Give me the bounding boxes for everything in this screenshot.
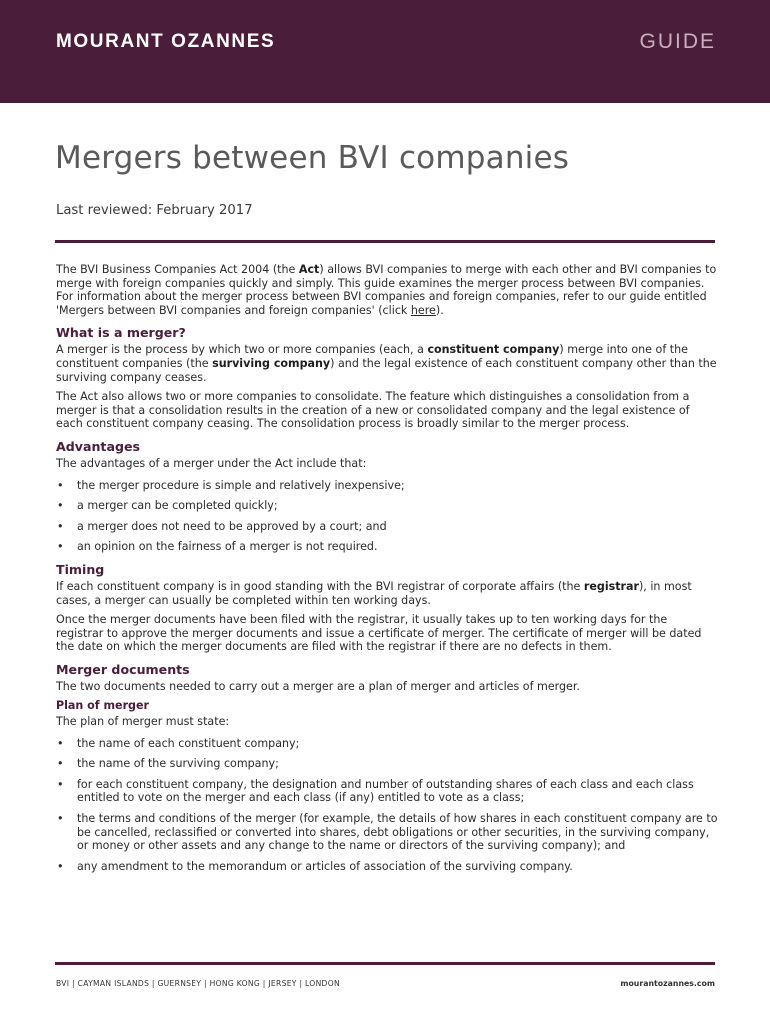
bullet-icon: • xyxy=(57,812,64,826)
advantages-lead: The advantages of a merger under the Act include that: xyxy=(56,456,367,470)
section-heading-timing: Timing xyxy=(56,561,105,577)
footer-website[interactable]: mourantozannes.com xyxy=(620,979,715,988)
subheading-plan-of-merger: Plan of merger xyxy=(56,699,149,713)
what-paragraph-1: A merger is the process by which two or more companies (each, a constituent company) merge into one of the constituent companies (the surviving company) and the legal existence of each constituent company other than the surviving company ceases. xyxy=(56,343,717,384)
what-paragraph-2: The Act also allows two or more companies to consolidate. The feature which distinguishes a consolidation from a merger is that a consolidation results in the creation of a new or consolidated company and the legal existence of each constituent company ceasing. The consolidation process is broadly similar to the merger process. xyxy=(56,390,690,431)
brand-logo: MOURANT OZANNES xyxy=(56,31,276,52)
intro-paragraph: The BVI Business Companies Act 2004 (the Act) allows BVI companies to merge with each other and BVI companies to merge with foreign companies quickly and simply. This guide examines the merger process between BVI companies. For information about the merger process between BVI companies and foreign companies, refer to our guide entitled 'Mergers between BVI companies and foreign companies' (click here). xyxy=(56,263,717,317)
timing-paragraph-2: Once the merger documents have been filed with the registrar, it usually takes up to ten working days for the registrar to approve the merger documents and issue a certificate of merger. The certificate of merger will be dated the date on which the merger documents are filed with the registrar if there are no defects in them. xyxy=(56,613,702,654)
bullet-icon: • xyxy=(57,859,64,873)
list-item: • a merger can be completed quickly; xyxy=(57,499,278,513)
bullet-icon: • xyxy=(57,777,64,791)
list-item: • the name of the surviving company; xyxy=(57,757,279,771)
list-item: • the terms and conditions of the merger (for example, the details of how shares in each constituent company are to be cancelled, reclassified or converted into shares, debt obligations or other securities, in the surviving company, or money or other assets and any change to the name or directors of the surviving company); and xyxy=(57,812,718,853)
page-title: Mergers between BVI companies xyxy=(55,140,570,176)
title-divider xyxy=(55,240,715,243)
section-heading-what: What is a merger? xyxy=(56,325,186,341)
list-item: • for each constituent company, the designation and number of outstanding shares of each class and each class entitled to vote on the merger and each class (if any) entitled to vote as a class; xyxy=(57,777,694,805)
documents-paragraph: The two documents needed to carry out a merger are a plan of merger and articles of merger. xyxy=(56,679,580,693)
section-heading-advantages: Advantages xyxy=(56,438,141,454)
list-item: • an opinion on the fairness of a merger is not required. xyxy=(57,540,378,554)
list-item: • the name of each constituent company; xyxy=(57,736,300,750)
timing-paragraph-1: If each constituent company is in good standing with the BVI registrar of corporate affairs (the registrar), in most cases, a merger can usually be completed within ten working days. xyxy=(56,579,692,607)
list-item: • a merger does not need to be approved by a court; and xyxy=(57,519,387,533)
plan-lead: The plan of merger must state: xyxy=(56,715,230,729)
advantages-list xyxy=(56,479,718,554)
guide-link[interactable]: here xyxy=(410,303,436,317)
document-body xyxy=(56,263,718,880)
section-heading-documents: Merger documents xyxy=(56,661,190,677)
list-item: • any amendment to the memorandum or articles of association of the surviving company. xyxy=(57,859,573,873)
plan-list xyxy=(56,737,718,874)
list-item: • the merger procedure is simple and relatively inexpensive; xyxy=(57,478,405,492)
footer-locations: BVI | CAYMAN ISLANDS | GUERNSEY | HONG KONG | JERSEY | LONDON xyxy=(56,979,340,988)
bullet-icon: • xyxy=(57,736,64,750)
header-banner xyxy=(0,0,770,103)
document-type-label: GUIDE xyxy=(639,30,716,53)
bullet-icon: • xyxy=(57,519,64,533)
bullet-icon: • xyxy=(57,757,64,771)
bullet-icon: • xyxy=(57,478,64,492)
footer-divider xyxy=(55,962,715,965)
last-reviewed: Last reviewed: February 2017 xyxy=(56,203,253,218)
bullet-icon: • xyxy=(57,540,64,554)
bullet-icon: • xyxy=(57,499,64,513)
